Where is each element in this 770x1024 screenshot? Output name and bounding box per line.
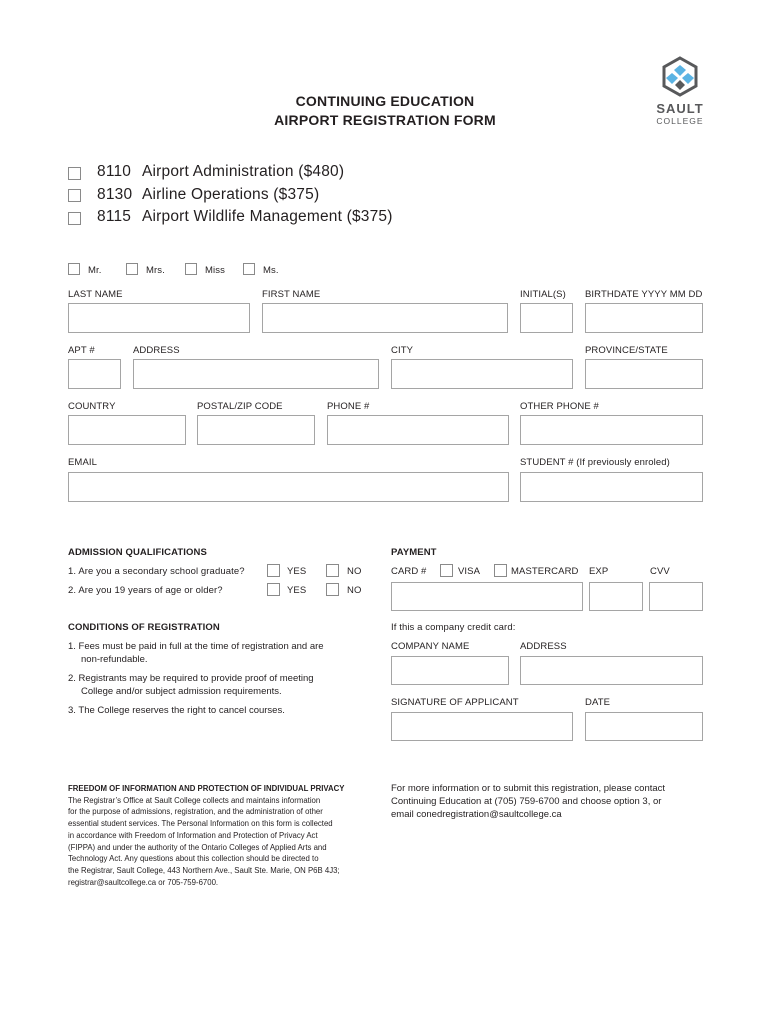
yes-label: YES xyxy=(287,585,307,596)
signature-label: SIGNATURE OF APPLICANT xyxy=(391,697,519,708)
salutation-checkbox-mrs[interactable] xyxy=(126,263,138,275)
phone-field[interactable] xyxy=(327,415,509,445)
q2-no-checkbox[interactable] xyxy=(326,583,339,596)
address-field[interactable] xyxy=(133,359,379,389)
sault-college-logo xyxy=(652,56,708,130)
last-name-field[interactable] xyxy=(68,303,250,333)
condition-3: 3. The College reserves the right to cancel courses. xyxy=(68,705,285,716)
course-checkbox-8110[interactable] xyxy=(68,167,81,180)
last-name-label: LAST NAME xyxy=(68,289,123,300)
privacy-line: registrar@saultcollege.ca or 705-759-6700. xyxy=(68,877,219,887)
privacy-heading: FREEDOM OF INFORMATION AND PROTECTION OF INDIVIDUAL PRIVACY xyxy=(68,784,345,793)
salutation-label: Mr. xyxy=(88,265,102,276)
birthdate-field[interactable] xyxy=(585,303,703,333)
date-label: DATE xyxy=(585,697,611,708)
course-code: 8110 xyxy=(97,163,132,180)
admission-question-1: 1. Are you a secondary school graduate? xyxy=(68,566,245,577)
salutation-label: Mrs. xyxy=(146,265,165,276)
course-option xyxy=(97,208,393,226)
salutation-label: Miss xyxy=(205,265,225,276)
contact-line: email conedregistration@saultcollege.ca xyxy=(391,809,562,820)
course-option xyxy=(97,186,319,204)
cvv-label: CVV xyxy=(650,566,670,577)
no-label: NO xyxy=(347,585,362,596)
visa-checkbox[interactable] xyxy=(440,564,453,577)
exp-label: EXP xyxy=(589,566,609,577)
company-address-label: ADDRESS xyxy=(520,641,567,652)
company-card-note: If this a company credit card: xyxy=(391,622,516,633)
birthdate-label: BIRTHDATE YYYY MM DD xyxy=(585,289,703,300)
admission-heading: ADMISSION QUALIFICATIONS xyxy=(68,547,207,558)
salutation-checkbox-mr[interactable] xyxy=(68,263,80,275)
email-field[interactable] xyxy=(68,472,509,502)
country-field[interactable] xyxy=(68,415,186,445)
logo-text-college: COLLEGE xyxy=(656,116,704,126)
country-label: COUNTRY xyxy=(68,401,116,412)
logo-text-sault: SAULT xyxy=(656,101,704,116)
salutation-label: Ms. xyxy=(263,265,279,276)
course-name: Airport Wildlife Management ($375) xyxy=(142,208,393,225)
privacy-line: the Registrar, Sault College, 443 Northern Ave., Sault Ste. Marie, ON P6B 4J3; xyxy=(68,865,340,875)
cvv-field[interactable] xyxy=(649,582,703,611)
contact-line: For more information or to submit this registration, please contact xyxy=(391,783,666,794)
company-address-field[interactable] xyxy=(520,656,703,685)
payment-heading: PAYMENT xyxy=(391,547,437,558)
apt-label: APT # xyxy=(68,345,95,356)
address-label: ADDRESS xyxy=(133,345,180,356)
student-number-label: STUDENT # (If previously enroled) xyxy=(520,457,670,468)
city-field[interactable] xyxy=(391,359,573,389)
q2-yes-checkbox[interactable] xyxy=(267,583,280,596)
condition-2-line2: College and/or subject admission requirements. xyxy=(81,686,282,697)
mastercard-checkbox[interactable] xyxy=(494,564,507,577)
salutation-checkbox-ms[interactable] xyxy=(243,263,255,275)
postal-label: POSTAL/ZIP CODE xyxy=(197,401,283,412)
course-code: 8115 xyxy=(97,208,132,225)
page-title-line1: CONTINUING EDUCATION xyxy=(295,93,475,109)
condition-2 xyxy=(68,672,378,698)
course-code: 8130 xyxy=(97,186,133,203)
company-name-label: COMPANY NAME xyxy=(391,641,470,652)
course-name: Airport Administration ($480) xyxy=(142,163,345,180)
privacy-line: (FIPPA) and under the authority of the Ontario Colleges of Applied Arts and xyxy=(68,842,327,852)
admission-question-2: 2. Are you 19 years of age or older? xyxy=(68,585,223,596)
apt-field[interactable] xyxy=(68,359,121,389)
course-checkbox-8115[interactable] xyxy=(68,212,81,225)
date-field[interactable] xyxy=(585,712,703,741)
page-title-line2: AIRPORT REGISTRATION FORM xyxy=(274,112,496,128)
yes-label: YES xyxy=(287,566,307,577)
visa-label: VISA xyxy=(458,566,481,577)
email-label: EMAIL xyxy=(68,457,98,468)
initials-label: INITIAL(S) xyxy=(520,289,566,300)
postal-field[interactable] xyxy=(197,415,315,445)
salutation-checkbox-miss[interactable] xyxy=(185,263,197,275)
city-label: CITY xyxy=(391,345,414,356)
other-phone-field[interactable] xyxy=(520,415,703,445)
first-name-label: FIRST NAME xyxy=(262,289,321,300)
privacy-line: Technology Act. Any questions about this collection should be directed to xyxy=(68,854,319,864)
initials-field[interactable] xyxy=(520,303,573,333)
q1-no-checkbox[interactable] xyxy=(326,564,339,577)
contact-line: Continuing Education at (705) 759-6700 and choose option 3, or xyxy=(391,796,662,807)
course-checkbox-8130[interactable] xyxy=(68,189,81,202)
province-label: PROVINCE/STATE xyxy=(585,345,668,356)
privacy-line: The Registrar’s Office at Sault College collects and maintains information xyxy=(68,795,321,805)
first-name-field[interactable] xyxy=(262,303,508,333)
card-number-label: CARD # xyxy=(391,566,427,577)
province-field[interactable] xyxy=(585,359,703,389)
signature-field[interactable] xyxy=(391,712,573,741)
q1-yes-checkbox[interactable] xyxy=(267,564,280,577)
course-name: Airline Operations ($375) xyxy=(142,186,320,203)
phone-label: PHONE # xyxy=(327,401,370,412)
privacy-notice xyxy=(68,783,388,888)
conditions-heading: CONDITIONS OF REGISTRATION xyxy=(68,622,220,633)
privacy-line: in accordance with Freedom of Information and Protection of Privacy Act xyxy=(68,830,318,840)
card-number-field[interactable] xyxy=(391,582,583,611)
course-option xyxy=(97,163,344,181)
condition-1-line2: non-refundable. xyxy=(81,654,148,665)
company-name-field[interactable] xyxy=(391,656,509,685)
condition-2-line1: 2. Registrants may be required to provide proof of meeting xyxy=(68,673,314,684)
other-phone-label: OTHER PHONE # xyxy=(520,401,599,412)
exp-field[interactable] xyxy=(589,582,643,611)
mastercard-label: MASTERCARD xyxy=(511,566,579,577)
condition-1-line1: 1. Fees must be paid in full at the time of registration and are xyxy=(68,641,324,652)
sault-college-emblem-icon xyxy=(652,56,708,100)
privacy-line: essential student services. The Personal Information on this form is collected xyxy=(68,819,333,829)
contact-info xyxy=(391,782,721,821)
condition-1 xyxy=(68,640,378,666)
no-label: NO xyxy=(347,566,362,577)
privacy-line: for the purpose of admissions, registration, and the administration of other xyxy=(68,807,323,817)
student-number-field[interactable] xyxy=(520,472,703,502)
